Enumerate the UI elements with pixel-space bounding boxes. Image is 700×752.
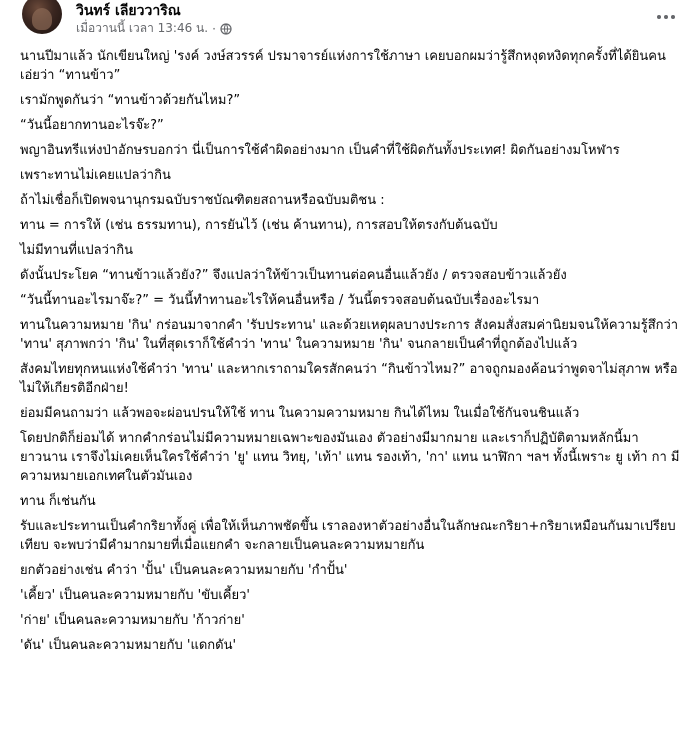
paragraph: ดังนั้นประโยค “ทานข้าวแล้วยัง?” จึงแปลว่าให้ข้าวเป็นทานต่อคนอื่นแล้วยัง / ตรวจสอบข้าวแล้วยัง xyxy=(20,268,567,283)
globe-icon[interactable] xyxy=(220,23,232,35)
paragraph: ทาน = การให้ (เช่น ธรรมทาน), การยันไว้ (เช่น ค้านทาน), การสอบให้ตรงกับต้นฉบับ xyxy=(20,218,498,233)
post-meta xyxy=(76,19,232,38)
paragraph: 'ดัน' เป็นคนละความหมายกับ 'แดกดัน' xyxy=(20,638,237,653)
post-timestamp[interactable]: เมื่อวานนี้ เวลา 13:46 น. xyxy=(76,21,209,35)
paragraph: พญาอินทรีแห่งป่าอักษรบอกว่า นี่เป็นการใช้คำผิดอย่างมาก เป็นคำที่ใช้ผิดกันทั้งประเทศ! ผิดกันอย่างมโหฬาร xyxy=(20,143,620,158)
paragraph: เรามักพูดกันว่า “ทานข้าวด้วยกันไหม?” xyxy=(20,93,241,108)
paragraph: 'เคี้ยว' เป็นคนละความหมายกับ 'ขับเคี้ยว' xyxy=(20,588,250,603)
paragraph: นานปีมาแล้ว นักเขียนใหญ่ 'รงค์ วงษ์สวรรค์ ปรมาจารย์แห่งการใช้ภาษา เคยบอกผมว่ารู้สึกหงุดหงิดทุกครั้งที่ได้ยินคนเอ่ยว่า “ทานข้าว” xyxy=(20,49,666,83)
paragraph: 'ก่าย' เป็นคนละความหมายกับ 'ก้าวก่าย' xyxy=(20,613,245,628)
paragraph: “วันนี้อยากทานอะไรจ๊ะ?” xyxy=(20,118,164,133)
author-avatar[interactable] xyxy=(22,0,62,34)
paragraph: สังคมไทยทุกหนแห่งใช้คำว่า 'ทาน' และหากเราถามใครสักคนว่า “กินข้าวไหม?” อาจถูกมองค้อนว่าพูดจาไม่สุภาพ หรือไม่ให้เกียรติอีกฝ่าย! xyxy=(20,362,678,396)
paragraph: ย่อมมีคนถามว่า แล้วพอจะผ่อนปรนให้ใช้ ทาน ในความความหมาย กินได้ไหม ในเมื่อใช้กันจนชินแล้ว xyxy=(20,406,580,421)
author-name[interactable]: วินทร์ เลียววาริณ xyxy=(76,3,181,19)
paragraph: ทานในความหมาย 'กิน' กร่อนมาจากคำ 'รับประทาน' และด้วยเหตุผลบางประการ สังคมสั่งสมค่านิยมจนให้ความรู้สึกว่า 'ทาน' สุภาพกว่า 'กิน' ในที่สุดเราก็ใช้คำว่า 'ทาน' ในความหมาย 'กิน' จนกลายเป็นคำที่ถูกต้องไปแล้ว xyxy=(20,318,679,352)
paragraph: ถ้าไม่เชื่อก็เปิดพจนานุกรมฉบับราชบัณฑิตยสถานหรือฉบับมติชน : xyxy=(20,193,385,208)
paragraph: โดยปกติก็ย่อมได้ หากคำกร่อนไม่มีความหมายเฉพาะของมันเอง ตัวอย่างมีมากมาย และเราก็ปฏิบัติตามหลักนี้มายาวนาน เราจึงไม่เคยเห็นใครใช้คำว่า 'ยู' แทน วิทยุ, 'เท้า' แทน รองเท้า, 'กา' แทน นาฬิกา ฯลฯ ทั้งนี้เพราะ ยู เท้า กา มีความหมายเอกเทศในตัวมันเอง xyxy=(20,431,680,484)
paragraph: เพราะทานไม่เคยแปลว่ากิน xyxy=(20,168,171,183)
paragraph: รับและประทานเป็นคำกริยาทั้งคู่ เพื่อให้เห็นภาพชัดขึ้น เราลองหาตัวอย่างอื่นในลักษณะกริยา+กริยาเหมือนกันมาเปรียบเทียบ จะพบว่ามีคำมากมายที่เมื่อแยกคำ จะกลายเป็นคนละความหมายกัน xyxy=(20,519,676,553)
post-header xyxy=(0,0,700,46)
paragraph: ทาน ก็เช่นกัน xyxy=(20,494,96,509)
meta-separator: · xyxy=(212,21,216,36)
more-options-icon[interactable] xyxy=(654,10,678,24)
post-body xyxy=(20,47,682,661)
paragraph: ยกตัวอย่างเช่น คำว่า 'ปั้น' เป็นคนละความหมายกับ 'กำปั้น' xyxy=(20,563,348,578)
paragraph: “วันนี้ทานอะไรมาจ๊ะ?” = วันนี้ทำทานอะไรให้คนอื่นหรือ / วันนี้ตรวจสอบต้นฉบับเรื่องอะไรมา xyxy=(20,293,540,308)
paragraph: ไม่มีทานที่แปลว่ากิน xyxy=(20,243,133,258)
